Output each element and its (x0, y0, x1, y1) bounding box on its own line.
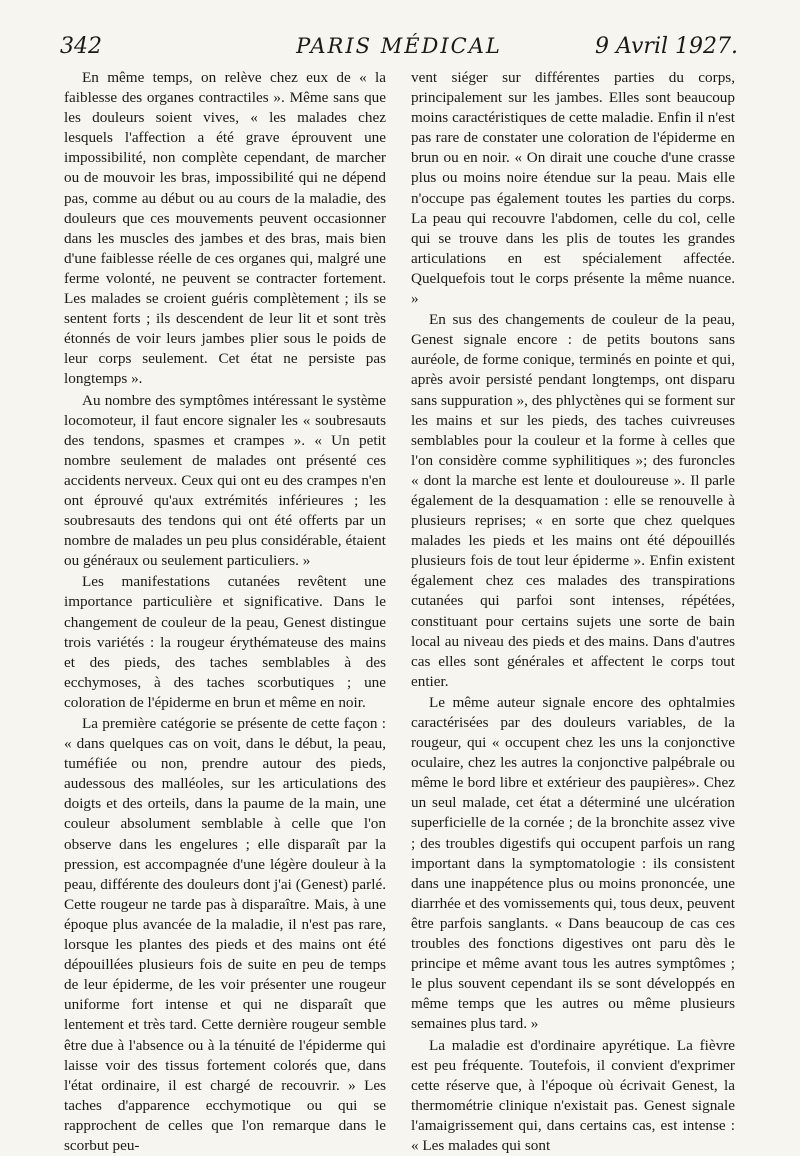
issue-date: 9 Avril 1927. (595, 34, 738, 59)
page-number: 342 (60, 34, 102, 59)
paragraph: En sus des changements de couleur de la peau, Genest signale encore : de petits boutons sans auréole, de forme conique, terminés en pointe et qui, après avoir persisté pendant longtemps, ont disparu sans suppuration », des phlyctènes qui se forment sur les mains et sur les pieds, des taches cuivreuses semblables pour la couleur et la forme à celles que l'on considère comme syphilitiques »; des furoncles « dont la marche est lente et douloureuse ». Il parle également de la desquamation : elle se renouvelle à plusieurs reprises; « en sorte que chez quelques malades les pieds et les mains ont été dépouillés plusieurs fois de tout leur épiderme ». Enfin existent également chez ces malades des transpirations cutanées qui parfoi sont intenses, répétées, constituant pour certains sujets une sorte de bain local au niveau des pieds et des mains. Dans d'autres cas elles sont générales et affectent le corps tout entier. (411, 310, 735, 692)
left-column (64, 68, 386, 1156)
paragraph: Le même auteur signale encore des ophtalmies caractérisées par des douleurs variables, de la rougeur, qui « occupent chez les uns la conjonctive oculaire, chez les autres la conjonctive palpébrale ou même le bord libre et extérieur des paupières». Chez un seul malade, cet état a déterminé une ulcération superficielle de la cornée ; de la bronchite assez vive ; des troubles digestifs qui occupent parfois un rang important dans la symptomatologie : ils consistent dans une inappétence plus ou moins prononcée, une diarrhée et des vomissements qui, tous deux, peuvent être parfois sanglants. « Dans beaucoup de cas ces troubles des fonctions digestives ont paru dès le principe et même avant tous les autres symptômes ; le plus souvent cependant ils se sont développés en même temps que les autres ou même plusieurs semaines plus tard. » (411, 693, 735, 1035)
paragraph: La maladie est d'ordinaire apyrétique. La fièvre est peu fréquente. Toutefois, il convient d'exprimer cette réserve que, à l'époque où écrivait Genest, la thermométrie clinique n'existait pas. Genest signale l'amaigrissement qui, dans certains cas, est intense : « Les malades qui sont (411, 1036, 735, 1156)
right-column (411, 68, 735, 1156)
paragraph: La première catégorie se présente de cette façon : « dans quelques cas on voit, dans le début, la peau, tuméfiée ou non, prendre autour des pieds, audessous des malléoles, sur les articulations des doigts et des orteils, dans la paume de la main, une couleur absolument semblable à celle que l'on observe dans les engelures ; elle disparaît par la pression, est accompagnée d'une légère douleur à la peau, différente des douleurs dont j'ai (Genest) parlé. Cette rougeur ne tarde pas à disparaître. Mais, à une époque plus avancée de la maladie, il n'est pas rare, lorsque les plantes des pieds et des mains ont été dépouillées plusieurs fois de suite en peu de temps de leur épiderme, de les voir présenter une rougeur uniforme fort intense et qui ne disparaît que lentement et très tard. Cette dernière rougeur semble être due à l'absence ou à la ténuité de l'épiderme qui laisse voir des tissus fortement colorés que, dans l'état ordinaire, il est chargé de recouvrir. » Les taches d'apparence ecchymotique ou qui se rapprochent de celles que l'on remarque dans le scorbut peu- (64, 714, 386, 1156)
paragraph: En même temps, on relève chez eux de « la faiblesse des organes contractiles ». Même sans que les douleurs soient vives, « les malades chez lesquels l'affection a été grave éprouvent une impossibilité, non complète cependant, de marcher ou de mouvoir les bras, impossibilité qui ne dépend pas, comme au début ou au cours de la maladie, des douleurs que ces mouvements peuvent occasionner dans les muscles des jambes et des bras, mais bien d'une faiblesse réelle de ces organes qui, malgré une ferme volonté, ne peuvent se contracter fortement. Les malades se croient guéris complètement ; ils se sentent forts ; ils descendent de leur lit et sont très étonnés de voir leurs jambes plier sous le poids de leur corps seulement. Cet état ne persiste pas longtemps ». (64, 68, 386, 390)
journal-title: PARIS MÉDICAL (60, 34, 738, 58)
paragraph: Au nombre des symptômes intéressant le système locomoteur, il faut encore signaler les « soubresauts des tendons, spasmes et crampes ». « Un petit nombre seulement de malades ont présenté ces accidents nerveux. Ceux qui ont eu des crampes n'en ont éprouvé qu'aux extrémités inférieures ; les soubresauts des tendons qui ont été offerts par un nombre de malades un peu plus considérable, étaient ou généraux ou seulement particuliers. » (64, 391, 386, 572)
paragraph: vent siéger sur différentes parties du corps, principalement sur les jambes. Elles sont beaucoup moins caractéristiques de cette maladie. Enfin il n'est pas rare de constater une coloration de l'épiderme en brun ou en noir. « On dirait une couche d'une crasse plus ou moins noire étendue sur la peau. Mais elle n'occupe pas également toutes les parties du corps. La peau qui recouvre l'abdomen, celle du col, celle qui se trouve dans les plis de toutes les grandes articulations en est spécialement affectée. Quelquefois tout le corps présente la même nuance. » (411, 68, 735, 309)
paragraph: Les manifestations cutanées revêtent une importance particulière et significative. Dans le changement de couleur de la peau, Genest distingue trois variétés : la rougeur érythémateuse des mains et des pieds, des taches semblables à des ecchymoses, à des taches scorbutiques ; une coloration de l'épiderme en brun et même en noir. (64, 572, 386, 713)
